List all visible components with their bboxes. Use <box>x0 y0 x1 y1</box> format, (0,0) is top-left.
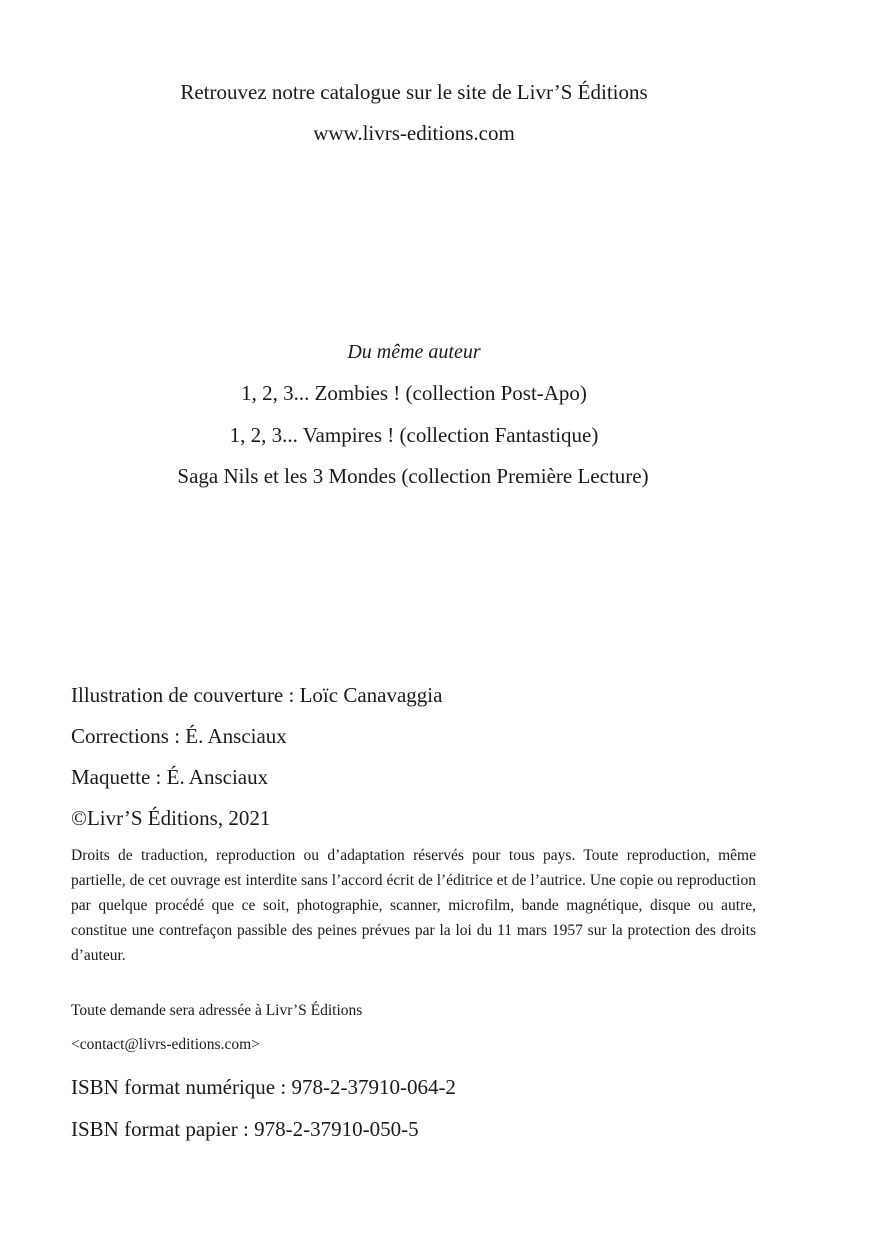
website-url: www.livrs-editions.com <box>313 121 515 145</box>
layout-credit: Maquette : É. Ansciaux <box>71 765 269 789</box>
rights-notice: Droits de traduction, reproduction ou d’adaptation réservés pour tous pays. Toute reproduction, même partielle, de cet ouvrage est interdite sans l’accord écrit de l’éditrice et de l’autrice. Une copie ou reproduction par quelque procédé que ce soit, photographie, scanner, microfilm, bande magnétique, disque ou autre, constitue une contrefaçon passible des peines prévues par la loi du 11 mars 1957 sur la protection des droits d’auteur. <box>71 847 756 964</box>
book-title: 1, 2, 3... Vampires ! (collection Fantastique) <box>229 423 599 447</box>
contact-email: <contact@livrs-editions.com> <box>71 1036 260 1053</box>
isbn-paper: ISBN format papier : 978-2-37910-050-5 <box>71 1117 419 1141</box>
catalogue-text: Retrouvez notre catalogue sur le site de Livr’S Éditions <box>180 80 648 104</box>
isbn-digital: ISBN format numérique : 978-2-37910-064-2 <box>71 1075 456 1099</box>
book-title: 1, 2, 3... Zombies ! (collection Post-Apo) <box>241 381 587 405</box>
copyright: ©Livr’S Éditions, 2021 <box>71 806 271 830</box>
book-title: Saga Nils et les 3 Mondes (collection Première Lecture) <box>177 464 649 488</box>
request-notice: Toute demande sera adressée à Livr’S Éditions <box>71 1002 363 1019</box>
illustration-credit: Illustration de couverture : Loïc Canavaggia <box>71 683 443 707</box>
same-author-heading: Du même auteur <box>347 341 481 363</box>
corrections-credit: Corrections : É. Ansciaux <box>71 724 287 748</box>
